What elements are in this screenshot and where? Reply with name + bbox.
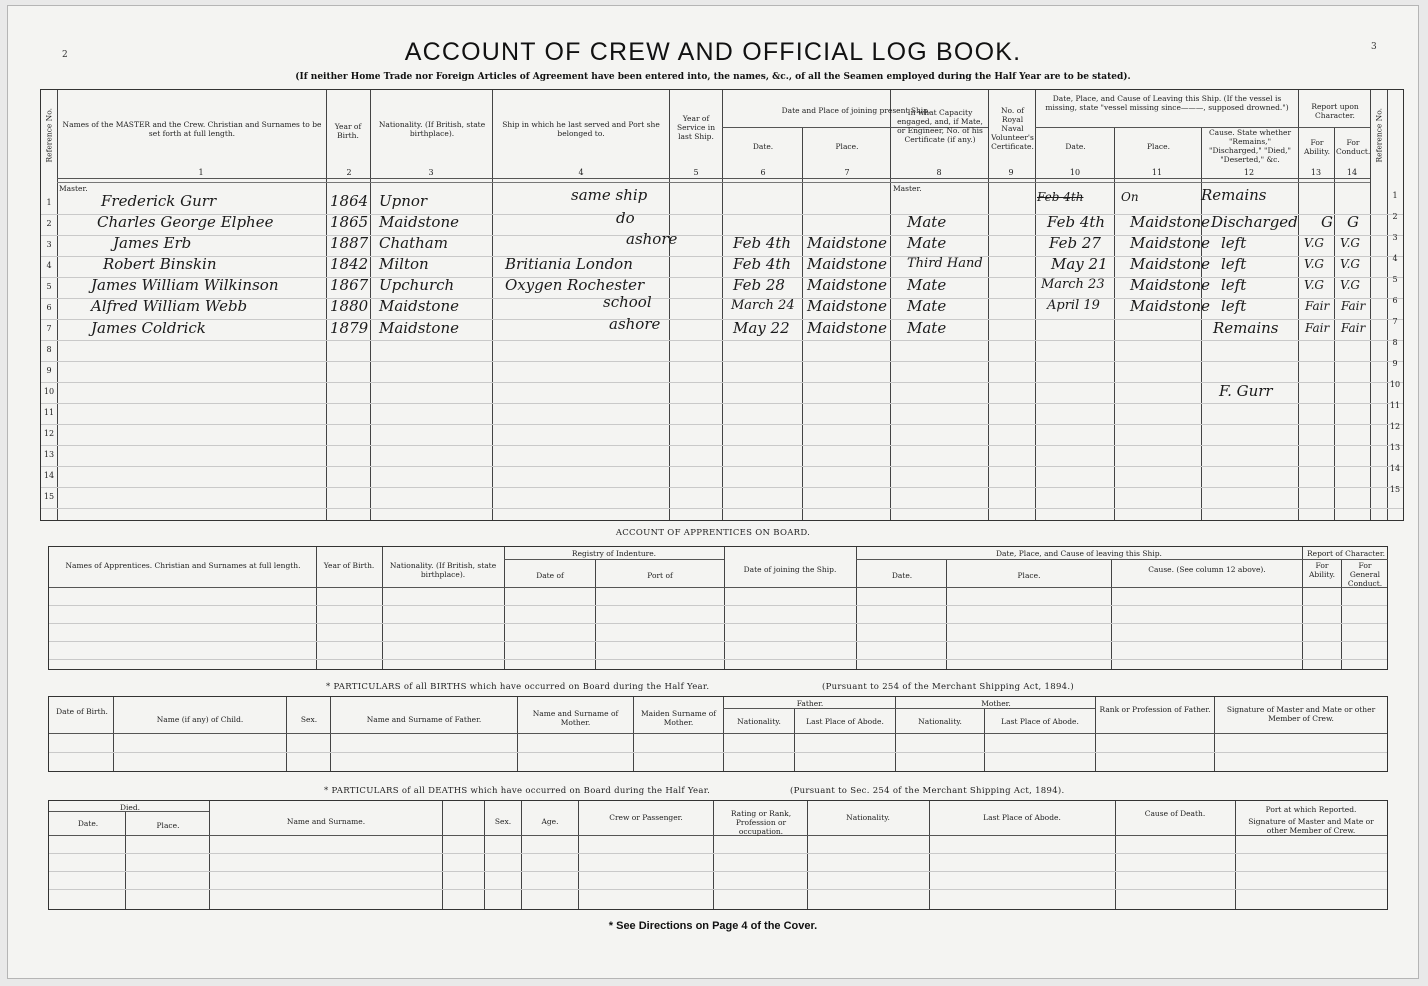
row-ref-right: 2 — [1392, 212, 1398, 221]
crew-join-date: Feb 4th — [733, 234, 792, 252]
header-leaving: Date, Place, and Cause of Leaving this Ship. (If the vessel is missing, state "vessel missing since———, supposed drowned.") — [1045, 94, 1289, 112]
row-ref-right: 1 — [1392, 191, 1398, 200]
crew-join-place: Maidstone — [807, 297, 887, 315]
crew-last-ship: Oxygen Rochester — [505, 276, 645, 294]
crew-year: 1887 — [330, 234, 369, 252]
deaths-header-died: Died. — [119, 803, 141, 812]
crew-last-ship: ashore — [609, 315, 661, 333]
births-header-child: Name (if any) of Child. — [156, 715, 244, 724]
document-title: ACCOUNT OF CREW AND OFFICIAL LOG BOOK. — [404, 38, 1022, 66]
crew-cause: Remains — [1201, 186, 1267, 204]
row-ref-right: 9 — [1392, 359, 1398, 368]
row-ref-left: 15 — [43, 492, 55, 501]
deaths-header-place: Place. — [156, 821, 180, 830]
row-ref-left: 3 — [46, 240, 52, 249]
crew-cause: left — [1221, 297, 1247, 315]
page-number-right: 3 — [1371, 42, 1377, 52]
crew-conduct: G — [1347, 213, 1359, 231]
crew-ability: V.G — [1304, 236, 1324, 250]
crew-conduct: V.G — [1340, 236, 1360, 250]
row-ref-left: 10 — [43, 387, 55, 396]
crew-ability: G — [1321, 213, 1333, 231]
crew-name: Frederick Gurr — [101, 192, 217, 210]
column-number: 2 — [346, 168, 352, 177]
crew-join-place: Maidstone — [807, 234, 887, 252]
crew-capacity: Third Hand — [907, 256, 983, 271]
deaths-header-crew: Crew or Passenger. — [609, 813, 683, 822]
apprentice-header-place: Place. — [1017, 571, 1041, 580]
crew-last-ship: ashore — [626, 230, 678, 248]
births-header-rank: Rank or Profession of Father. — [1099, 705, 1211, 714]
crew-last-ship: school — [603, 293, 652, 311]
crew-nationality: Maidstone — [379, 297, 459, 315]
header-reference-no-right: Reference No. — [1374, 107, 1384, 163]
header-nationality: Nationality. (If British, state birthplace). — [378, 120, 486, 138]
row-ref-right: 3 — [1392, 233, 1398, 242]
crew-join-place: Maidstone — [807, 319, 887, 337]
crew-capacity: Mate — [907, 276, 947, 294]
crew-join-date: Feb 4th — [733, 255, 792, 273]
births-header-father-name: Name and Surname of Father. — [366, 715, 482, 724]
crew-year: 1865 — [330, 213, 369, 231]
column-number: 1 — [198, 168, 204, 177]
crew-join-date: May 22 — [733, 319, 790, 337]
row-ref-right: 12 — [1389, 422, 1401, 431]
header-ability: For Ability. — [1303, 138, 1331, 156]
row-ref-left: 7 — [46, 324, 52, 333]
header-cause: Cause. State whether "Remains," "Discharged," "Died," "Deserted," &c. — [1208, 128, 1292, 164]
deaths-act: (Pursuant to Sec. 254 of the Merchant Shipping Act, 1894). — [790, 786, 1065, 796]
row-ref-right: 8 — [1392, 338, 1398, 347]
cover-directions-note: * See Directions on Page 4 of the Cover. — [608, 920, 818, 932]
header-year-of-service: Year of Service in last Ship. — [676, 114, 716, 141]
crew-nationality: Upchurch — [379, 276, 455, 294]
births-header-sex: Sex. — [300, 715, 318, 724]
births-header-nationality: Nationality. — [737, 717, 781, 726]
row-ref-left: 13 — [43, 450, 55, 459]
deaths-header-name: Name and Surname. — [286, 817, 366, 826]
crew-capacity: Mate — [907, 213, 947, 231]
crew-leave-place: Maidstone — [1130, 297, 1210, 315]
crew-leave-date: April 19 — [1047, 298, 1100, 313]
births-header-father: Father. — [796, 699, 824, 708]
header-ship-last-served: Ship in which he last served and Port she belonged to. — [502, 120, 660, 138]
crew-last-ship: Britiania London — [505, 255, 633, 273]
column-number: 8 — [936, 168, 942, 177]
row-ref-right: 11 — [1389, 401, 1401, 410]
crew-join-date: March 24 — [731, 298, 795, 313]
apprentice-header-report: Report of Character. — [1307, 549, 1385, 558]
crew-cause: Discharged — [1211, 213, 1298, 231]
header-capacity: In what Capacity engaged, and, if Mate, or Engineer, No. of his Certificate (if any.) — [897, 108, 983, 144]
row-ref-left: 5 — [46, 282, 52, 291]
row-ref-left: 8 — [46, 345, 52, 354]
deaths-table — [48, 800, 1388, 910]
deaths-header-abode: Last Place of Abode. — [983, 813, 1061, 822]
crew-last-ship: do — [616, 209, 635, 227]
crew-join-place: Maidstone — [807, 255, 887, 273]
crew-conduct: Fair — [1341, 321, 1366, 335]
master-signature: F. Gurr — [1219, 382, 1273, 400]
column-number: 11 — [1151, 168, 1163, 177]
header-rnv-certificate: No. of Royal Naval Volunteer's Certificate. — [991, 106, 1034, 151]
row-ref-left: 12 — [43, 429, 55, 438]
apprentice-header-leaving: Date, Place, and Cause of leaving this Ship. — [996, 549, 1162, 558]
crew-year: 1880 — [330, 297, 369, 315]
crew-nationality: Milton — [379, 255, 429, 273]
apprentice-header-port-of: Port of — [647, 571, 673, 580]
deaths-title: * PARTICULARS of all DEATHS which have occurred on Board during the Half Year. — [324, 786, 711, 796]
births-header-mother: Mother. — [981, 699, 1011, 708]
crew-name: James William Wilkinson — [91, 276, 279, 294]
apprentice-header-nationality: Nationality. (If British, state birthplace). — [389, 561, 497, 579]
deaths-header-port: Port at which Reported. — [1265, 805, 1357, 814]
deaths-header-cause: Cause of Death. — [1144, 809, 1206, 818]
crew-leave-place: On — [1121, 190, 1139, 204]
column-number: 13 — [1310, 168, 1322, 177]
crew-nationality: Maidstone — [379, 213, 459, 231]
births-header-date: Date of Birth. — [56, 707, 108, 716]
apprentice-header-date-of: Date of — [536, 571, 564, 580]
crew-leave-place: Maidstone — [1130, 255, 1210, 273]
apprentice-header-ability: For Ability. — [1308, 561, 1336, 579]
crew-conduct: V.G — [1340, 278, 1360, 292]
row-ref-right: 4 — [1392, 254, 1398, 263]
column-number: 12 — [1243, 168, 1255, 177]
crew-cause: left — [1221, 276, 1247, 294]
master-label: Master. — [59, 184, 88, 193]
header-leave-place: Place. — [1147, 142, 1170, 151]
header-join-date: Date. — [752, 142, 774, 151]
crew-name: Robert Binskin — [103, 255, 217, 273]
apprentice-header-year: Year of Birth. — [323, 561, 375, 570]
crew-leave-date: May 21 — [1051, 255, 1108, 273]
crew-leave-date: Feb 4th — [1047, 213, 1106, 231]
births-act: (Pursuant to 254 of the Merchant Shipping Act, 1894.) — [822, 682, 1075, 692]
crew-name: Alfred William Webb — [91, 297, 248, 315]
crew-cause: Remains — [1213, 319, 1279, 337]
crew-nationality: Chatham — [379, 234, 448, 252]
crew-leave-place: Maidstone — [1130, 234, 1210, 252]
crew-leave-place: Maidstone — [1130, 276, 1210, 294]
crew-capacity: Mate — [907, 234, 947, 252]
column-number: 14 — [1346, 168, 1358, 177]
births-header-mother-name: Name and Surname of Mother. — [532, 709, 619, 727]
master-capacity-label: Master. — [893, 184, 922, 193]
crew-join-date: Feb 28 — [733, 276, 785, 294]
crew-capacity: Mate — [907, 297, 947, 315]
deaths-header-age: Age. — [541, 817, 559, 826]
births-header-nationality-mother: Nationality. — [918, 717, 962, 726]
crew-leave-date: March 23 — [1041, 277, 1105, 292]
crew-last-ship: same ship — [571, 186, 648, 204]
apprentice-header-conduct: For General Conduct. — [1347, 561, 1383, 588]
apprentices-table — [48, 546, 1388, 670]
crew-ability: Fair — [1305, 321, 1330, 335]
row-ref-right: 10 — [1389, 380, 1401, 389]
deaths-header-signature: Signature of Master and Mate or other Member of Crew. — [1248, 817, 1374, 835]
births-title: * PARTICULARS of all BIRTHS which have occurred on Board during the Half Year. — [326, 682, 710, 692]
column-number: 6 — [760, 168, 766, 177]
column-number: 3 — [428, 168, 434, 177]
crew-name: Charles George Elphee — [97, 213, 274, 231]
row-ref-left: 11 — [43, 408, 55, 417]
crew-year: 1867 — [330, 276, 369, 294]
header-reference-no: Reference No. — [44, 107, 54, 163]
apprentices-title: ACCOUNT OF APPRENTICES ON BOARD. — [615, 528, 811, 538]
row-ref-right: 13 — [1389, 443, 1401, 452]
header-joining: Date and Place of joining present Ship. — [781, 106, 931, 115]
header-join-place: Place. — [835, 142, 859, 151]
crew-ability: V.G — [1304, 257, 1324, 271]
header-leave-date: Date. — [1065, 142, 1086, 151]
deaths-header-date: Date. — [77, 819, 99, 828]
apprentice-header-joining: Date of joining the Ship. — [743, 565, 837, 574]
crew-nationality: Maidstone — [379, 319, 459, 337]
crew-conduct: Fair — [1341, 299, 1366, 313]
apprentice-header-names: Names of Apprentices. Christian and Surnames at full length. — [65, 561, 301, 570]
header-report-character: Report upon Character. — [1311, 102, 1359, 120]
row-ref-right: 6 — [1392, 296, 1398, 305]
row-ref-right: 14 — [1389, 464, 1401, 473]
births-header-signature: Signature of Master and Mate or other Member of Crew. — [1226, 705, 1376, 723]
apprentice-header-cause: Cause. (See column 12 above). — [1148, 565, 1266, 574]
row-ref-left: 9 — [46, 366, 52, 375]
column-number: 10 — [1069, 168, 1081, 177]
deaths-header-rating: Rating or Rank, Profession or occupation. — [730, 809, 792, 836]
document-subtitle: (If neither Home Trade nor Foreign Articles of Agreement have been entered into, the names, &c., of all the Seamen employed during the Half Year are to be stated). — [295, 72, 1131, 82]
crew-capacity: Mate — [907, 319, 947, 337]
header-year-of-birth: Year of Birth. — [334, 122, 362, 140]
births-table — [48, 696, 1388, 772]
births-header-maiden: Maiden Surname of Mother. — [640, 709, 717, 727]
crew-name: James Coldrick — [91, 319, 206, 337]
deaths-header-nationality: Nationality. — [846, 813, 890, 822]
apprentice-header-date: Date. — [891, 571, 913, 580]
column-number: 5 — [693, 168, 699, 177]
column-number: 9 — [1008, 168, 1014, 177]
header-names: Names of the MASTER and the Crew. Christian and Surnames to be set forth at full length. — [62, 120, 322, 138]
apprentice-header-registry: Registry of Indenture. — [571, 549, 657, 558]
births-header-abode: Last Place of Abode. — [806, 717, 884, 726]
crew-year: 1842 — [330, 255, 369, 273]
row-ref-left: 6 — [46, 303, 52, 312]
row-ref-left: 1 — [46, 198, 52, 207]
row-ref-right: 5 — [1392, 275, 1398, 284]
crew-join-place: Maidstone — [807, 276, 887, 294]
crew-name: James Erb — [113, 234, 192, 252]
crew-cause: left — [1221, 255, 1247, 273]
crew-cause: left — [1221, 234, 1247, 252]
row-ref-left: 4 — [46, 261, 52, 270]
row-ref-right: 7 — [1392, 317, 1398, 326]
column-number: 7 — [844, 168, 850, 177]
deaths-header-sex: Sex. — [494, 817, 512, 826]
crew-conduct: V.G — [1340, 257, 1360, 271]
crew-leave-date: Feb 4th — [1037, 190, 1084, 204]
crew-ability: Fair — [1305, 299, 1330, 313]
crew-leave-date: Feb 27 — [1049, 234, 1101, 252]
crew-table — [40, 89, 1404, 521]
row-ref-right: 15 — [1389, 485, 1401, 494]
row-ref-left: 14 — [43, 471, 55, 480]
column-number: 4 — [578, 168, 584, 177]
crew-ability: V.G — [1304, 278, 1324, 292]
row-ref-left: 2 — [46, 219, 52, 228]
crew-leave-place: Maidstone — [1130, 213, 1210, 231]
crew-year: 1864 — [330, 192, 369, 210]
crew-nationality: Upnor — [379, 192, 428, 210]
log-book-spread — [8, 6, 1418, 978]
crew-year: 1879 — [330, 319, 369, 337]
births-header-abode-mother: Last Place of Abode. — [1001, 717, 1079, 726]
page-number-left: 2 — [62, 50, 68, 60]
header-conduct: For Conduct. — [1336, 138, 1371, 156]
